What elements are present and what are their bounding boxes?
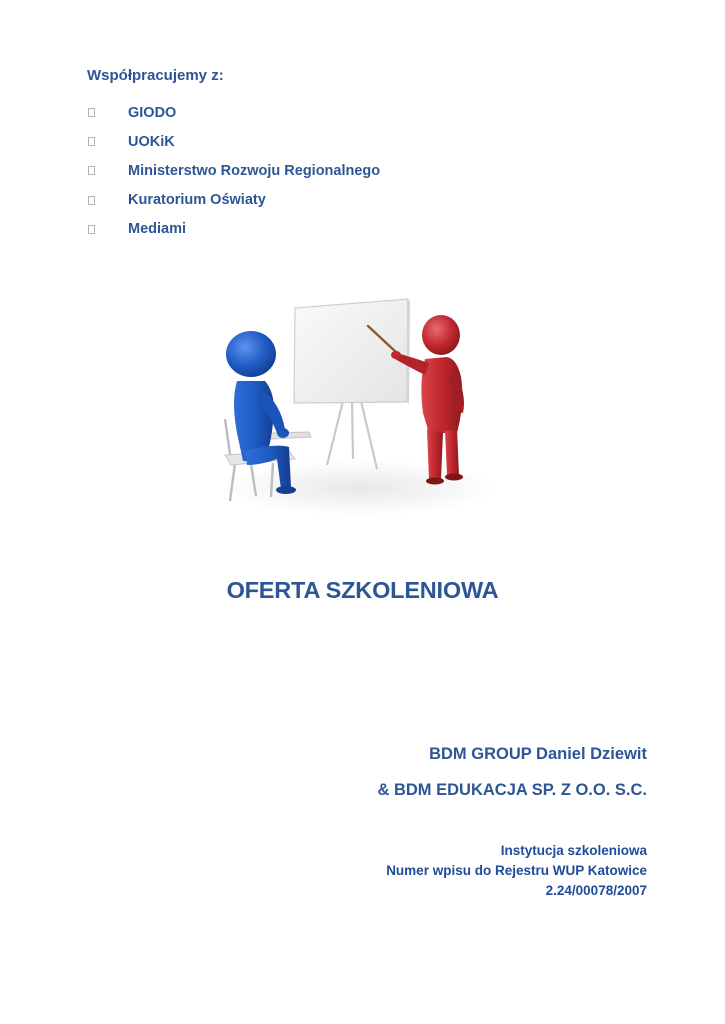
list-item: [87, 156, 380, 185]
bullet-box-icon: [88, 225, 95, 234]
partner-label: Mediami: [128, 221, 187, 238]
training-illustration: [185, 283, 507, 529]
company-name-line-2: & BDM EDUKACJA SP. Z O.O. S.C.: [377, 781, 647, 799]
bullet-box-icon: [88, 108, 95, 117]
register-number: 2.24/00078/2007: [545, 883, 647, 898]
list-item: [87, 98, 380, 127]
register-label: Numer wpisu do Rejestru WUP Katowice: [386, 863, 647, 878]
company-name-line-1: BDM GROUP Daniel Dziewit: [429, 745, 647, 763]
list-item: [87, 186, 380, 215]
page-title: OFERTA SZKOLENIOWA: [226, 577, 499, 603]
institution-type: Instytucja szkoleniowa: [500, 843, 647, 858]
partner-list: [87, 98, 380, 244]
list-item: [87, 215, 380, 244]
cooperation-heading: Współpracujemy z:: [87, 67, 224, 84]
bullet-box-icon: [88, 166, 95, 175]
partner-label: GIODO: [128, 104, 177, 121]
easel: [327, 401, 377, 469]
partner-label: UOKiK: [128, 133, 175, 150]
bullet-box-icon: [88, 196, 95, 205]
bullet-box-icon: [88, 137, 95, 146]
partner-label: Ministerstwo Rozwoju Regionalnego: [128, 162, 381, 179]
partner-label: Kuratorium Oświaty: [128, 192, 266, 209]
whiteboard: [294, 299, 408, 403]
list-item: [87, 127, 380, 156]
